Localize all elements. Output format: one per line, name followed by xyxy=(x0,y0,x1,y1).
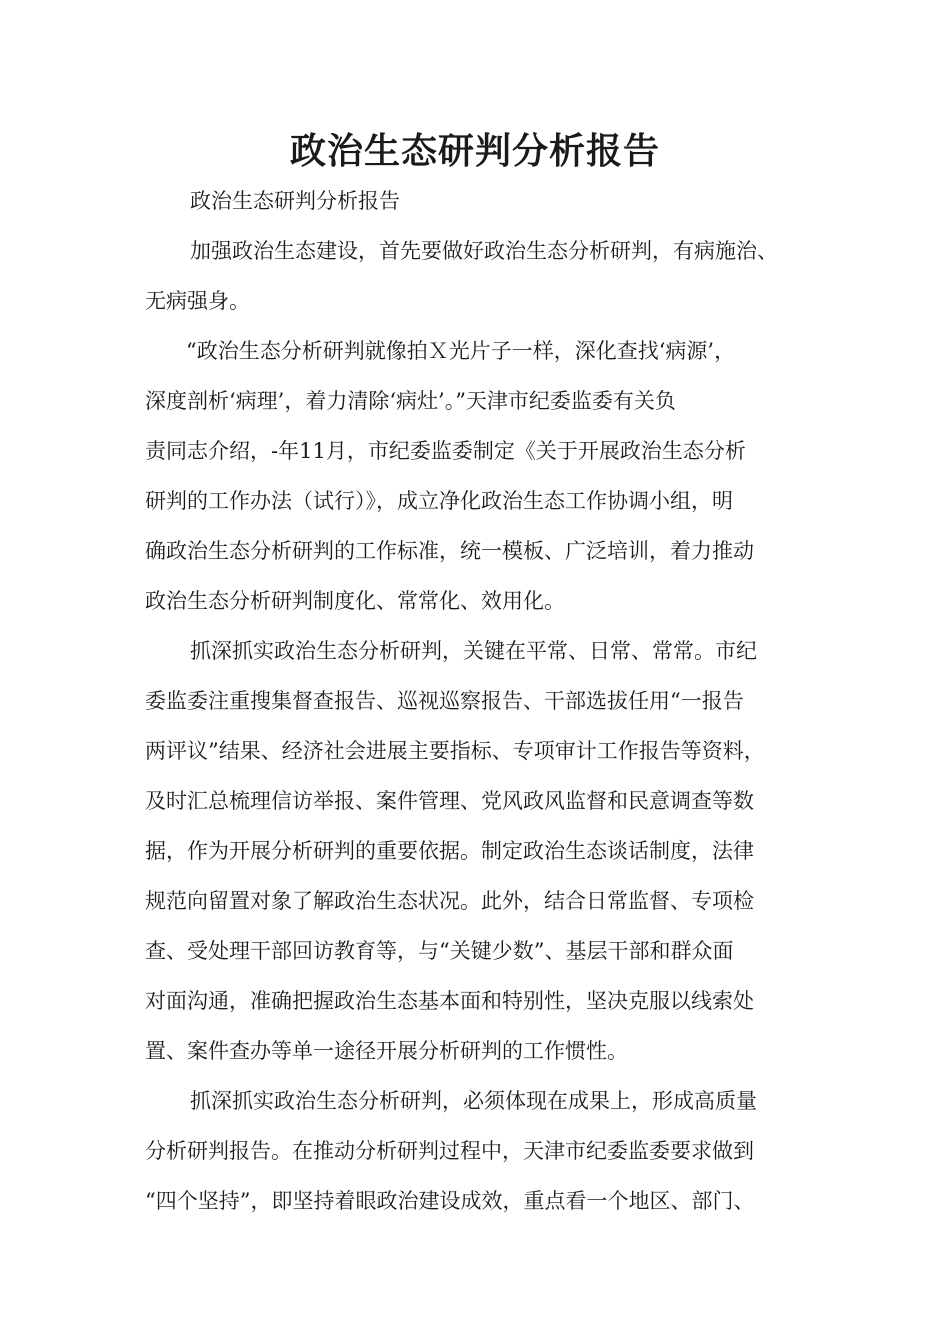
paragraph-1-line-1: 加强政治生态建设，首先要做好政治生态分析研判，有病施治、 xyxy=(190,239,778,263)
paragraph-3-line-3: 两评议”结果、经济社会进展主要指标、专项审计工作报告等资料， xyxy=(145,739,765,763)
paragraph-2-line-5: 确政治生态分析研判的工作标准，统一模板、广泛培训，着力推动 xyxy=(145,539,754,563)
paragraph-3-line-5: 据，作为开展分析研判的重要依据。制定政治生态谈话制度，法律 xyxy=(145,839,754,863)
document-title: 政治生态研判分析报告 xyxy=(289,131,660,172)
paragraph-4-line-1: 抓深抓实政治生态分析研判，必须体现在成果上，形成高质量 xyxy=(190,1089,757,1113)
paragraph-2-line-3: 责同志介绍，-年11月，市纪委监委制定《关于开展政治生态分析 xyxy=(145,439,746,463)
paragraph-3-line-7: 查、受处理干部回访教育等，与“关键少数”、基层干部和群众面 xyxy=(145,939,734,963)
paragraph-4-line-3: “四个坚持”，即坚持着眼政治建设成效，重点看一个地区、部门、 xyxy=(145,1189,755,1213)
paragraph-3-line-8: 对面沟通，准确把握政治生态基本面和特别性，坚决克服以线索处 xyxy=(145,989,754,1013)
paragraph-2-line-4: 研判的工作办法（试行）》，成立净化政治生态工作协调小组，明 xyxy=(145,489,733,513)
paragraph-1-line-2: 无病强身。 xyxy=(145,289,250,313)
paragraph-3-line-1: 抓深抓实政治生态分析研判，关键在平常、日常、常常。市纪 xyxy=(190,639,757,663)
paragraph-2-line-2: 深度剖析‘病理’，着力清除‘病灶’。”天津市纪委监委有关负 xyxy=(145,389,676,413)
paragraph-4-line-2: 分析研判报告。在推动分析研判过程中，天津市纪委监委要求做到 xyxy=(145,1139,754,1163)
paragraph-3-line-9: 置、案件查办等单一途径开展分析研判的工作惯性。 xyxy=(145,1039,628,1063)
paragraph-3-line-2: 委监委注重搜集督查报告、巡视巡察报告、干部选拔任用“一报告 xyxy=(145,689,744,713)
paragraph-3-line-6: 规范向留置对象了解政治生态状况。此外，结合日常监督、专项检 xyxy=(145,889,754,913)
paragraph-3-line-4: 及时汇总梳理信访举报、案件管理、党风政风监督和民意调查等数 xyxy=(145,789,754,813)
subtitle-line: 政治生态研判分析报告 xyxy=(190,189,400,213)
paragraph-2-line-1: “政治生态分析研判就像拍Ｘ光片子一样，深化查找‘病源’， xyxy=(186,339,736,363)
paragraph-2-line-6: 政治生态分析研判制度化、常常化、效用化。 xyxy=(145,589,565,613)
